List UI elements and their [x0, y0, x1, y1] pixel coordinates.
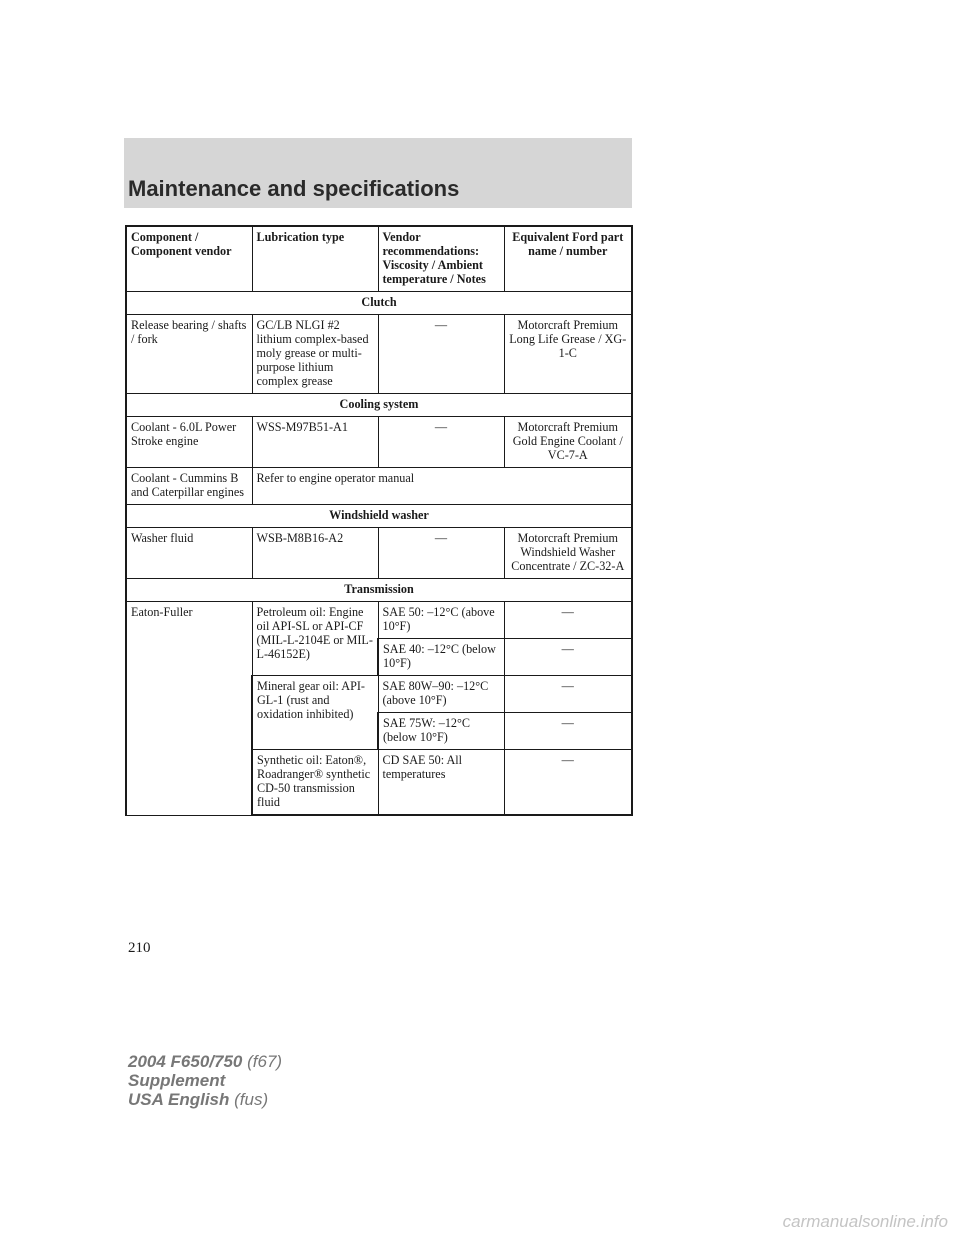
component-cell: Coolant - 6.0L Power Stroke engine — [126, 417, 252, 468]
footer-language-line — [128, 1090, 282, 1109]
section-label: Transmission — [126, 579, 632, 602]
component-cell: Coolant - Cummins B and Caterpillar engines — [126, 468, 252, 505]
ford-part-cell: Motorcraft Premium Gold Engine Coolant / VC-7-A — [504, 417, 632, 468]
table-row — [126, 528, 632, 579]
vendor-cell: SAE 80W–90: –12°C (above 10°F) — [378, 676, 504, 713]
component-cell: Washer fluid — [126, 528, 252, 579]
table-row — [126, 602, 632, 639]
page-title: Maintenance and specifications — [128, 176, 460, 201]
column-header-lubrication: Lubrication type — [252, 226, 378, 292]
vendor-cell: — — [378, 417, 504, 468]
ford-part-cell: — — [504, 750, 632, 816]
ford-part-cell: — — [504, 713, 632, 750]
lubrication-cell: Synthetic oil: Eaton®, Roadranger® synthetic CD-50 transmission fluid — [252, 750, 378, 816]
note-cell: Refer to engine operator manual — [252, 468, 632, 505]
lubrication-cell: Petroleum oil: Engine oil API-SL or API-CF (MIL-L-2104E or MIL-L-46152E) — [252, 602, 378, 676]
footer-model: 2004 F650/750 — [128, 1052, 243, 1071]
ford-part-cell: — — [504, 676, 632, 713]
footer-language-code: (fus) — [234, 1090, 269, 1109]
ford-part-cell: Motorcraft Premium Windshield Washer Concentrate / ZC-32-A — [504, 528, 632, 579]
ford-part-cell: Motorcraft Premium Long Life Grease / XG-1-C — [504, 315, 632, 394]
vendor-cell: SAE 40: –12°C (below 10°F) — [378, 639, 504, 676]
lubrication-cell: Mineral gear oil: API-GL-1 (rust and oxidation inhibited) — [252, 676, 378, 750]
footer-supplement-line — [128, 1071, 282, 1090]
vendor-cell: CD SAE 50: All temperatures — [378, 750, 504, 816]
table-row — [126, 468, 632, 505]
table-header-row — [126, 226, 632, 292]
section-row-clutch — [126, 292, 632, 315]
section-row-washer — [126, 505, 632, 528]
column-header-ford-part: Equivalent Ford part name / number — [504, 226, 632, 292]
ford-part-cell: — — [504, 602, 632, 639]
page-number: 210 — [128, 940, 151, 956]
section-row-transmission — [126, 579, 632, 602]
vendor-cell: SAE 50: –12°C (above 10°F) — [378, 602, 504, 639]
section-row-cooling — [126, 394, 632, 417]
lubrication-cell: GC/LB NLGI #2 lithium complex-based moly grease or multi-purpose lithium complex grease — [252, 315, 378, 394]
section-label: Cooling system — [126, 394, 632, 417]
table-row — [126, 417, 632, 468]
lubricant-spec-table — [125, 225, 633, 816]
footer-language: USA English — [128, 1090, 230, 1109]
document-footer — [128, 1052, 282, 1109]
lubrication-cell: WSB-M8B16-A2 — [252, 528, 378, 579]
ford-part-cell: — — [504, 639, 632, 676]
vendor-cell: — — [378, 315, 504, 394]
section-label: Clutch — [126, 292, 632, 315]
footer-supplement: Supplement — [128, 1071, 226, 1090]
column-header-vendor: Vendor recommendations: Viscosity / Ambient temperature / Notes — [378, 226, 504, 292]
section-label: Windshield washer — [126, 505, 632, 528]
column-header-component: Component / Component vendor — [126, 226, 252, 292]
footer-model-code: (f67) — [247, 1052, 283, 1071]
site-watermark: carmanualsonline.info — [782, 1212, 948, 1231]
vendor-cell: — — [378, 528, 504, 579]
footer-model-line — [128, 1052, 282, 1071]
vendor-cell: SAE 75W: –12°C (below 10°F) — [378, 713, 504, 750]
component-cell: Release bearing / shafts / fork — [126, 315, 252, 394]
component-cell: Eaton-Fuller — [126, 602, 252, 816]
table-row — [126, 315, 632, 394]
lubrication-cell: WSS-M97B51-A1 — [252, 417, 378, 468]
